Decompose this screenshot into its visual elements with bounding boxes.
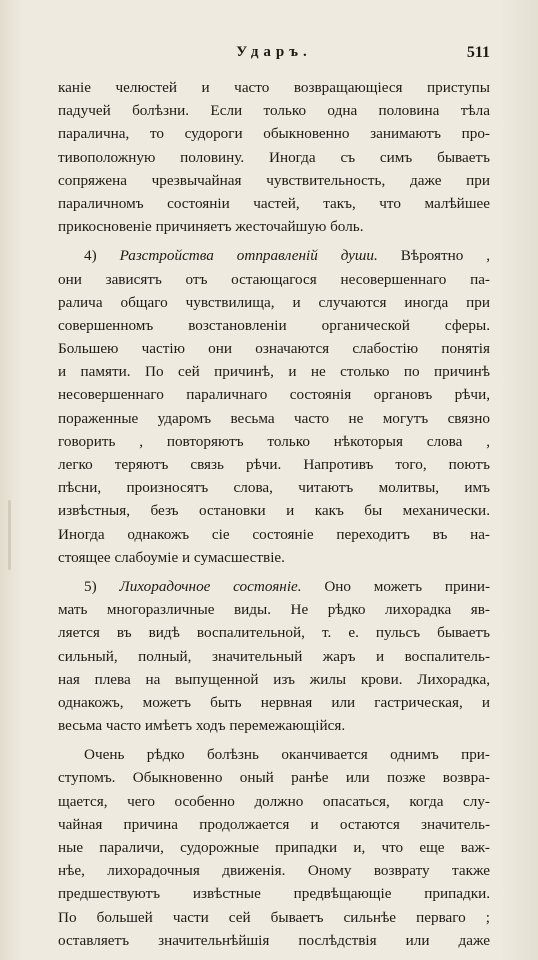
body-text — [58, 76, 490, 952]
paragraph-number: 5) — [84, 577, 97, 595]
text-line: паралична, то судороги обыкновенно занимаютъ про- — [58, 125, 490, 143]
text-line: ляется въ видѣ воспалительной, т. е. пульсъ бываетъ — [58, 624, 490, 642]
text-line: тивоположную половину. Иногда съ симъ бываетъ — [58, 148, 490, 166]
paragraph-first-line: Очень рѣдко болѣзнь оканчивается однимъ при- — [84, 746, 490, 764]
text-line: говорить , повторяютъ только нѣкоторыя слова , — [58, 432, 490, 450]
text-fragment: Оно можетъ прини- — [324, 577, 491, 595]
text-line: извѣстныя, безъ остановки и какъ бы механически. — [58, 502, 490, 520]
paragraph-2 — [58, 244, 490, 569]
text-line: прикосновеніе причиняетъ жесточайшую боль. — [58, 218, 364, 236]
text-line: и памяти. По сей причинѣ, и не столько по причинѣ — [58, 363, 490, 381]
text-line: стоящее слабоуміе и сумасшествіе. — [58, 548, 285, 566]
text-line: параличномъ состояніи частей, такъ, что малѣйшее — [58, 194, 490, 212]
paragraph-1 — [58, 76, 490, 238]
page-number: 511 — [466, 44, 490, 61]
text-line: они зависятъ отъ остающагося несовершеннаго па- — [58, 270, 490, 288]
text-line: По большей части сей бываетъ сильнѣе перваго ; — [58, 908, 490, 926]
text-line: ступомъ. Обыкновенно оный ранѣе или позже возвра- — [58, 769, 490, 787]
text-line: ные параличи, судорожные припадки и, что еще важ- — [58, 839, 490, 856]
running-head: Ударъ. — [236, 44, 312, 60]
paragraph-3 — [58, 575, 490, 737]
text-line: ралича общаго чувствилища, и случаются иногда при — [58, 293, 490, 311]
text-line: чайная причина продолжается и остаются значитель- — [58, 815, 490, 833]
text-line: Иногда однакожъ сіе состояніе переходитъ въ на- — [58, 525, 490, 543]
paragraph-4 — [58, 743, 490, 952]
text-line: падучей болѣзни. Если только одна половина тѣла — [58, 102, 490, 120]
text-line: весьма часто имѣетъ ходъ перемежающійся. — [58, 717, 346, 735]
text-line: каніе челюстей и часто возвращающіеся приступы — [58, 79, 490, 96]
paragraph-first-line — [58, 244, 490, 267]
text-line: сильный, полный, значительный жаръ и воспалитель- — [58, 647, 490, 665]
text-line: пѣсни, произносятъ слова, читаютъ молитвы, имъ — [58, 479, 490, 497]
text-line: несовершеннаго параличнаго состоянія органовъ рѣчи, — [58, 386, 490, 404]
paragraph-number: 4) — [84, 247, 97, 265]
text-line: оставляетъ значительнѣйшія послѣдствія или даже — [58, 931, 490, 949]
text-line: ная плева на выпущенной изъ жилы крови. Лихорадка, — [58, 670, 490, 688]
text-line: легко теряютъ связь рѣчи. Напротивъ того, поютъ — [58, 456, 490, 473]
page-edge-shadow — [8, 500, 11, 570]
section-heading: Лихорадочное состояніе. — [119, 577, 302, 595]
text-line: сопряжена чрезвычайная чувствительность, даже при — [58, 171, 490, 189]
text-line: однакожъ, можетъ быть нервная или гастрическая, и — [58, 693, 490, 711]
text-fragment: Вѣроятно , — [400, 247, 491, 265]
text-line: пораженные ударомъ весьма часто не могутъ связно — [58, 409, 490, 427]
paragraph-first-line — [58, 575, 490, 598]
page-header — [58, 44, 490, 72]
text-line: совершенномъ возстановленіи органической сферы. — [58, 316, 490, 334]
text-line: щается, чего особенно должно опасаться, когда слу- — [58, 792, 490, 810]
text-line: мать многоразличные виды. Не рѣдко лихорадка яв- — [58, 601, 490, 619]
section-heading: Разстройства отправленій души. — [119, 247, 378, 265]
text-line: предшествуютъ извѣстные предвѣщающіе припадки. — [58, 885, 490, 903]
text-line: нѣе, лихорадочныя движенія. Оному возврату также — [58, 862, 490, 880]
text-line: Большею частію они означаются слабостію понятія — [58, 340, 490, 358]
